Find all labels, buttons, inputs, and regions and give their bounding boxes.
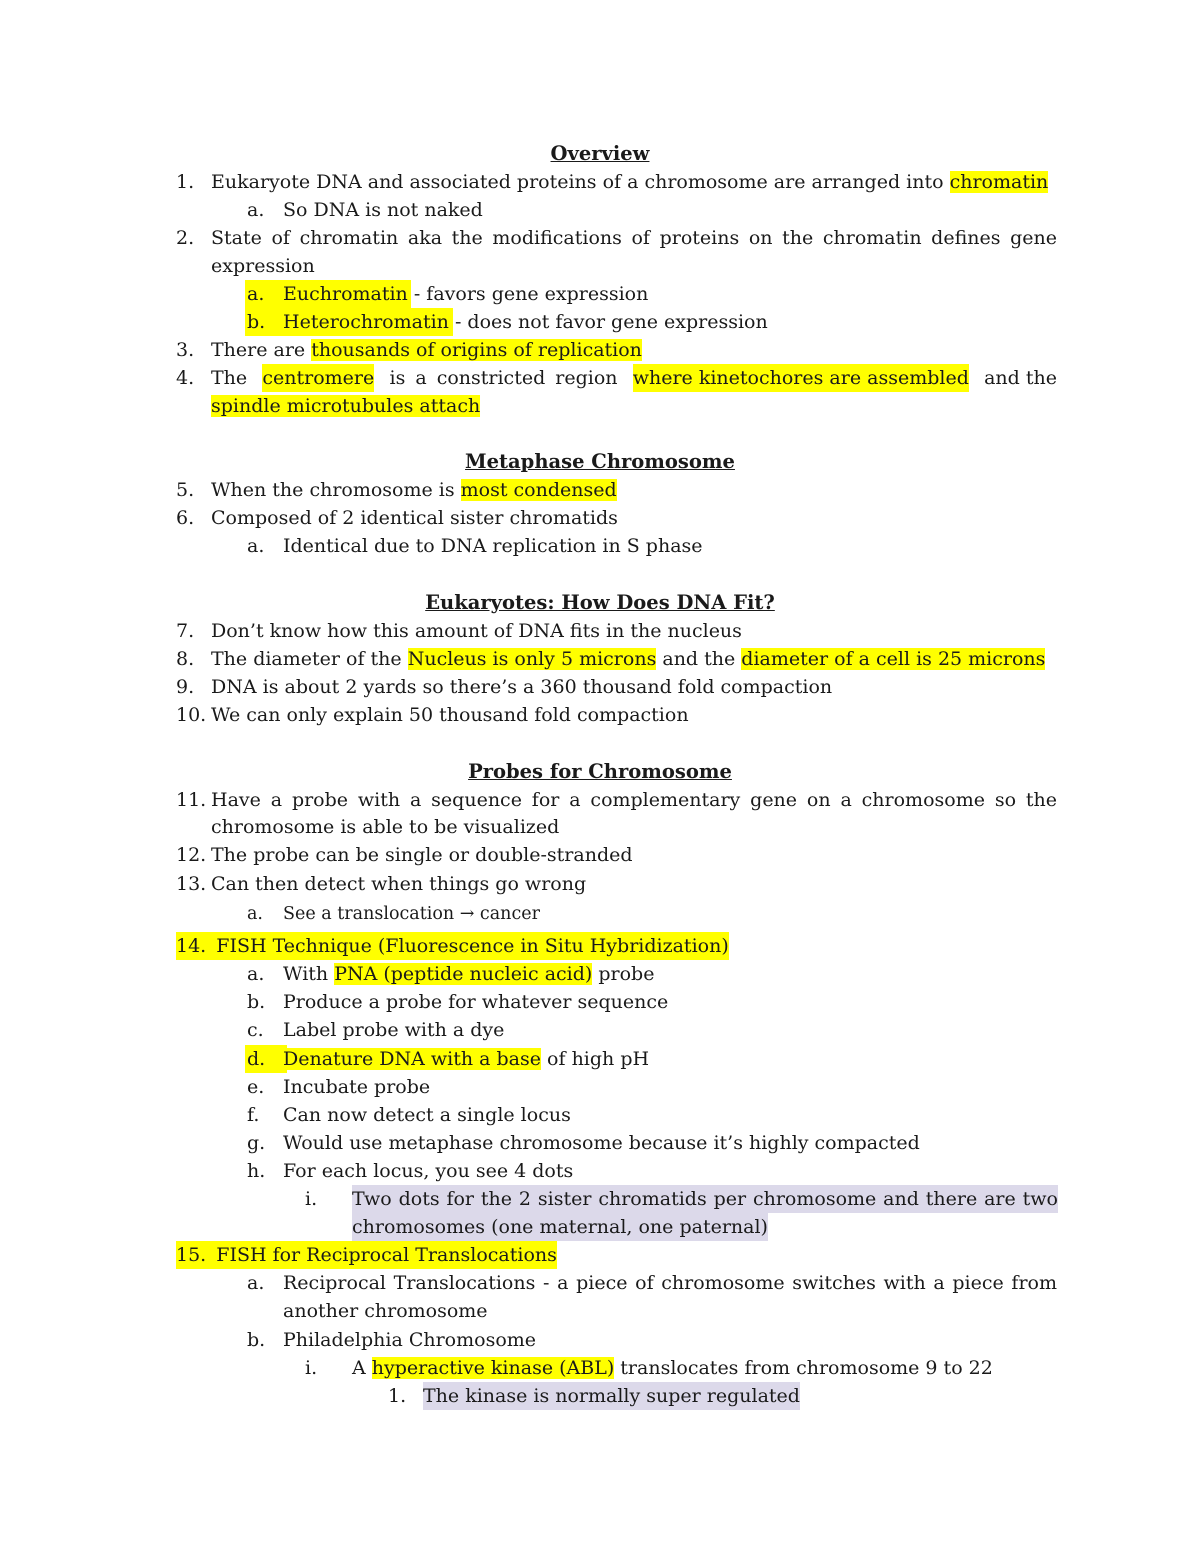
list-item-highlighted <box>176 932 729 960</box>
item-text: Incubate probe <box>283 1076 431 1098</box>
item-letter: b. <box>245 308 453 336</box>
item-number: 3. <box>176 339 195 361</box>
item-text: translocates from chromosome 9 to 22 <box>614 1357 993 1379</box>
item-number: 1. <box>176 171 195 193</box>
item-text: Would use metaphase chromosome because it’s highly compacted <box>283 1132 920 1154</box>
item-text: The probe can be single or double-stranded <box>211 844 633 866</box>
item-number: 14. <box>176 935 207 957</box>
item-letter: h. <box>247 1160 266 1182</box>
item-text: DNA is about 2 yards so there’s a 360 thousand fold compaction <box>211 676 833 698</box>
highlighted-term: hyperactive kinase (ABL) <box>371 1357 615 1379</box>
item-text: Don’t know how this amount of DNA fits in the nucleus <box>211 620 742 642</box>
item-text: FISH for Reciprocal Translocations <box>216 1244 557 1266</box>
item-text: and the <box>984 367 1057 389</box>
highlighted-term: Heterochromatin <box>283 311 449 333</box>
section-title-metaphase: Metaphase Chromosome <box>465 450 735 473</box>
section-title-probes: Probes for Chromosome <box>468 760 732 783</box>
item-text-continued <box>211 392 480 420</box>
item-text: Have a probe with a sequence for a complementary gene on a chromosome so the <box>211 789 1057 811</box>
item-number: 11. <box>176 789 207 811</box>
item-text: The <box>211 367 248 389</box>
item-text-continued: another chromosome <box>283 1300 488 1322</box>
item-number: 2. <box>176 227 195 249</box>
item-roman: i. <box>305 1188 318 1210</box>
highlighted-term: centromere <box>262 364 374 392</box>
item-text: A <box>352 1357 372 1379</box>
item-text: probe <box>592 963 655 985</box>
item-text: Reciprocal Translocations - a piece of chromosome switches with a piece from <box>283 1272 1057 1294</box>
item-letter: a. <box>247 963 265 985</box>
list-item-highlighted <box>176 1241 557 1269</box>
item-text: Philadelphia Chromosome <box>283 1329 537 1351</box>
item-text: - does not favor gene expression <box>448 311 768 333</box>
item-letter: b. <box>247 1329 266 1351</box>
highlighted-term: PNA (peptide nucleic acid) <box>334 963 593 985</box>
item-letter: b. <box>247 991 266 1013</box>
item-roman: i. <box>305 1357 318 1379</box>
item-text: With <box>283 963 335 985</box>
item-text: Label probe with a dye <box>283 1019 505 1041</box>
section-title-dna-fit: Eukaryotes: How Does DNA Fit? <box>425 591 775 614</box>
item-text: See a translocation → cancer <box>283 904 540 924</box>
item-text: of high pH <box>541 1048 650 1070</box>
item-number: 8. <box>176 648 195 670</box>
item-letter: a. <box>245 280 411 308</box>
item-text: and the <box>656 648 742 670</box>
item-letter: c. <box>247 1019 264 1041</box>
item-text: Can now detect a single locus <box>283 1104 571 1126</box>
item-text: There are <box>211 339 312 361</box>
item-number: 4. <box>176 367 195 389</box>
item-text: Produce a probe for whatever sequence <box>283 991 669 1013</box>
item-number: 6. <box>176 507 195 529</box>
item-text: Composed of 2 identical sister chromatids <box>211 507 618 529</box>
item-text: We can only explain 50 thousand fold compaction <box>211 704 689 726</box>
highlighted-term: thousands of origins of replication <box>311 339 642 361</box>
item-number: 9. <box>176 676 195 698</box>
item-text-continued: chromosome is able to be visualized <box>211 816 560 838</box>
item-text-continued: expression <box>211 255 315 277</box>
highlighted-term: diameter of a cell is 25 microns <box>741 648 1046 670</box>
highlighted-term: chromatin <box>949 171 1049 193</box>
item-text: When the chromosome is <box>211 479 461 501</box>
highlighted-term: where kinetochores are assembled <box>633 364 969 392</box>
highlighted-term: Euchromatin <box>283 283 408 305</box>
highlighted-term: spindle microtubules attach <box>211 395 481 417</box>
item-number: 13. <box>176 873 207 895</box>
item-text: - favors gene expression <box>407 283 649 305</box>
item-letter: f. <box>247 1104 260 1126</box>
item-text: So DNA is not naked <box>283 199 483 221</box>
item-letter: d. <box>245 1045 287 1073</box>
highlighted-term: most condensed <box>460 479 617 501</box>
item-text: Identical due to DNA replication in S phase <box>283 535 703 557</box>
item-number: 1. <box>388 1385 407 1407</box>
item-text: FISH Technique (Fluorescence in Situ Hybridization) <box>216 935 729 957</box>
item-number: 5. <box>176 479 195 501</box>
item-letter: a. <box>247 904 263 924</box>
item-letter: a. <box>247 535 265 557</box>
section-title-overview: Overview <box>550 142 650 165</box>
item-text: is a constricted region <box>389 367 618 389</box>
item-letter: g. <box>247 1132 266 1154</box>
item-number: 12. <box>176 844 207 866</box>
item-text-continued: chromosomes (one maternal, one paternal) <box>352 1213 768 1241</box>
item-letter: a. <box>247 1272 265 1294</box>
item-text: Can then detect when things go wrong <box>211 873 587 895</box>
item-number: 7. <box>176 620 195 642</box>
highlighted-term: Denature DNA with a base <box>283 1048 542 1070</box>
highlighted-term: Nucleus is only 5 microns <box>407 648 657 670</box>
item-letter: a. <box>247 199 265 221</box>
item-text: The kinase is normally super regulated <box>423 1382 800 1410</box>
item-text: The diameter of the <box>211 648 408 670</box>
item-text: State of chromatin aka the modifications of proteins on the chromatin defines gene <box>211 227 1057 249</box>
item-letter: e. <box>247 1076 265 1098</box>
item-text: Two dots for the 2 sister chromatids per chromosome and there are two <box>352 1185 1058 1213</box>
item-number: 10. <box>176 704 207 726</box>
item-number: 15. <box>176 1244 207 1266</box>
item-text: For each locus, you see 4 dots <box>283 1160 574 1182</box>
item-text: Eukaryote DNA and associated proteins of a chromosome are arranged into <box>211 171 950 193</box>
